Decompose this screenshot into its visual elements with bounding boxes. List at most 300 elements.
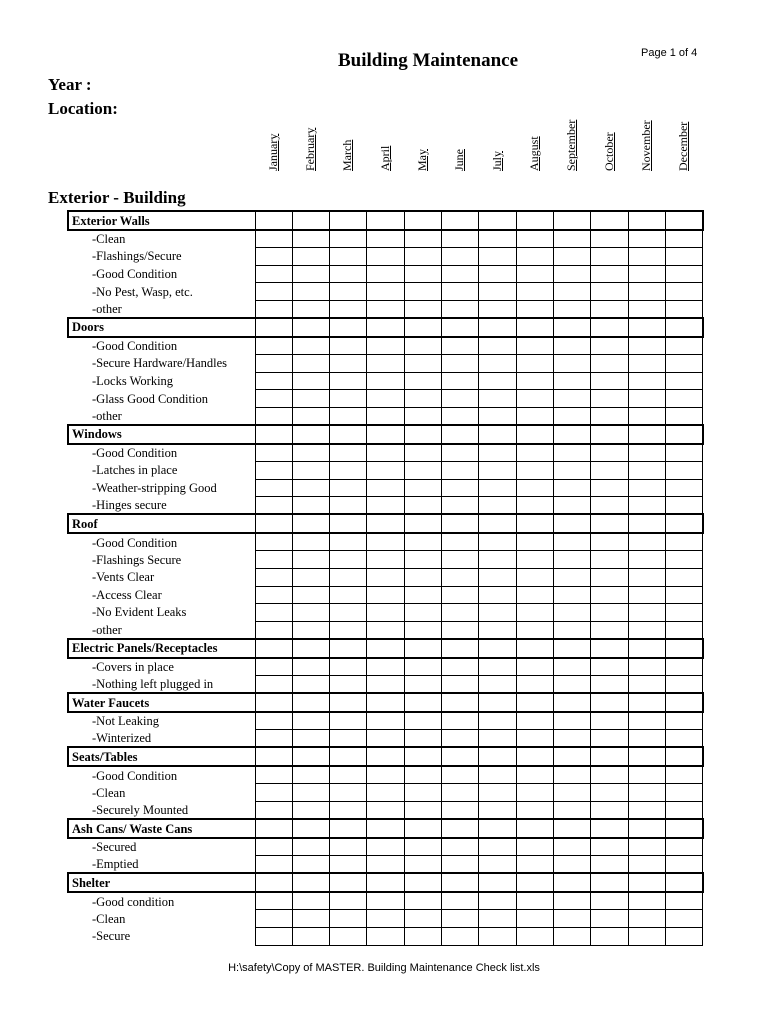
check-cell-april[interactable] bbox=[367, 730, 404, 748]
check-cell-november[interactable] bbox=[628, 230, 665, 248]
check-cell-november[interactable] bbox=[628, 586, 665, 604]
check-cell-march[interactable] bbox=[330, 390, 367, 408]
check-cell-june[interactable] bbox=[442, 604, 479, 622]
check-cell-may[interactable] bbox=[404, 910, 441, 928]
check-cell-september[interactable] bbox=[554, 892, 591, 910]
check-cell-october[interactable] bbox=[591, 621, 628, 639]
check-cell-april[interactable] bbox=[367, 675, 404, 693]
check-cell-july[interactable] bbox=[479, 265, 516, 283]
check-cell-november[interactable] bbox=[628, 819, 665, 838]
check-cell-july[interactable] bbox=[479, 747, 516, 766]
check-cell-february[interactable] bbox=[292, 462, 329, 480]
check-cell-november[interactable] bbox=[628, 425, 665, 444]
check-cell-january[interactable] bbox=[255, 621, 292, 639]
check-cell-december[interactable] bbox=[666, 747, 703, 766]
check-cell-january[interactable] bbox=[255, 355, 292, 373]
check-cell-december[interactable] bbox=[666, 856, 703, 874]
check-cell-july[interactable] bbox=[479, 766, 516, 784]
check-cell-january[interactable] bbox=[255, 766, 292, 784]
check-cell-february[interactable] bbox=[292, 892, 329, 910]
check-cell-october[interactable] bbox=[591, 462, 628, 480]
check-cell-july[interactable] bbox=[479, 355, 516, 373]
check-cell-june[interactable] bbox=[442, 693, 479, 712]
check-cell-december[interactable] bbox=[666, 300, 703, 318]
check-cell-march[interactable] bbox=[330, 766, 367, 784]
check-cell-february[interactable] bbox=[292, 639, 329, 658]
check-cell-december[interactable] bbox=[666, 658, 703, 676]
check-cell-august[interactable] bbox=[516, 730, 553, 748]
check-cell-october[interactable] bbox=[591, 479, 628, 497]
check-cell-july[interactable] bbox=[479, 230, 516, 248]
check-cell-april[interactable] bbox=[367, 784, 404, 802]
check-cell-april[interactable] bbox=[367, 444, 404, 462]
check-cell-february[interactable] bbox=[292, 675, 329, 693]
check-cell-october[interactable] bbox=[591, 856, 628, 874]
check-cell-september[interactable] bbox=[554, 801, 591, 819]
check-cell-february[interactable] bbox=[292, 551, 329, 569]
check-cell-july[interactable] bbox=[479, 318, 516, 337]
check-cell-september[interactable] bbox=[554, 621, 591, 639]
check-cell-july[interactable] bbox=[479, 693, 516, 712]
check-cell-july[interactable] bbox=[479, 283, 516, 301]
check-cell-september[interactable] bbox=[554, 569, 591, 587]
check-cell-november[interactable] bbox=[628, 407, 665, 425]
check-cell-november[interactable] bbox=[628, 372, 665, 390]
check-cell-february[interactable] bbox=[292, 533, 329, 551]
check-cell-december[interactable] bbox=[666, 444, 703, 462]
check-cell-april[interactable] bbox=[367, 892, 404, 910]
check-cell-february[interactable] bbox=[292, 248, 329, 266]
check-cell-may[interactable] bbox=[404, 639, 441, 658]
check-cell-january[interactable] bbox=[255, 318, 292, 337]
check-cell-april[interactable] bbox=[367, 265, 404, 283]
check-cell-january[interactable] bbox=[255, 479, 292, 497]
check-cell-may[interactable] bbox=[404, 372, 441, 390]
check-cell-november[interactable] bbox=[628, 265, 665, 283]
check-cell-february[interactable] bbox=[292, 838, 329, 856]
check-cell-may[interactable] bbox=[404, 318, 441, 337]
check-cell-july[interactable] bbox=[479, 604, 516, 622]
check-cell-february[interactable] bbox=[292, 586, 329, 604]
check-cell-july[interactable] bbox=[479, 639, 516, 658]
check-cell-june[interactable] bbox=[442, 533, 479, 551]
check-cell-january[interactable] bbox=[255, 551, 292, 569]
check-cell-november[interactable] bbox=[628, 300, 665, 318]
check-cell-march[interactable] bbox=[330, 355, 367, 373]
check-cell-april[interactable] bbox=[367, 551, 404, 569]
check-cell-december[interactable] bbox=[666, 283, 703, 301]
check-cell-march[interactable] bbox=[330, 712, 367, 730]
check-cell-december[interactable] bbox=[666, 675, 703, 693]
check-cell-november[interactable] bbox=[628, 730, 665, 748]
check-cell-june[interactable] bbox=[442, 838, 479, 856]
check-cell-june[interactable] bbox=[442, 892, 479, 910]
check-cell-july[interactable] bbox=[479, 425, 516, 444]
check-cell-january[interactable] bbox=[255, 248, 292, 266]
check-cell-february[interactable] bbox=[292, 390, 329, 408]
check-cell-october[interactable] bbox=[591, 283, 628, 301]
check-cell-october[interactable] bbox=[591, 675, 628, 693]
check-cell-october[interactable] bbox=[591, 514, 628, 533]
check-cell-may[interactable] bbox=[404, 621, 441, 639]
check-cell-january[interactable] bbox=[255, 730, 292, 748]
check-cell-may[interactable] bbox=[404, 551, 441, 569]
check-cell-november[interactable] bbox=[628, 248, 665, 266]
check-cell-july[interactable] bbox=[479, 658, 516, 676]
check-cell-february[interactable] bbox=[292, 856, 329, 874]
check-cell-may[interactable] bbox=[404, 873, 441, 892]
check-cell-december[interactable] bbox=[666, 318, 703, 337]
check-cell-march[interactable] bbox=[330, 318, 367, 337]
check-cell-february[interactable] bbox=[292, 621, 329, 639]
check-cell-december[interactable] bbox=[666, 639, 703, 658]
check-cell-february[interactable] bbox=[292, 784, 329, 802]
check-cell-august[interactable] bbox=[516, 910, 553, 928]
check-cell-january[interactable] bbox=[255, 675, 292, 693]
check-cell-december[interactable] bbox=[666, 211, 703, 230]
check-cell-june[interactable] bbox=[442, 586, 479, 604]
check-cell-march[interactable] bbox=[330, 927, 367, 945]
check-cell-april[interactable] bbox=[367, 390, 404, 408]
check-cell-june[interactable] bbox=[442, 462, 479, 480]
check-cell-november[interactable] bbox=[628, 856, 665, 874]
check-cell-may[interactable] bbox=[404, 927, 441, 945]
check-cell-may[interactable] bbox=[404, 300, 441, 318]
check-cell-october[interactable] bbox=[591, 693, 628, 712]
check-cell-october[interactable] bbox=[591, 712, 628, 730]
check-cell-november[interactable] bbox=[628, 712, 665, 730]
check-cell-december[interactable] bbox=[666, 230, 703, 248]
check-cell-august[interactable] bbox=[516, 675, 553, 693]
check-cell-december[interactable] bbox=[666, 784, 703, 802]
check-cell-july[interactable] bbox=[479, 407, 516, 425]
check-cell-january[interactable] bbox=[255, 892, 292, 910]
check-cell-june[interactable] bbox=[442, 675, 479, 693]
check-cell-march[interactable] bbox=[330, 425, 367, 444]
check-cell-august[interactable] bbox=[516, 551, 553, 569]
check-cell-april[interactable] bbox=[367, 569, 404, 587]
check-cell-may[interactable] bbox=[404, 730, 441, 748]
check-cell-august[interactable] bbox=[516, 390, 553, 408]
check-cell-april[interactable] bbox=[367, 355, 404, 373]
check-cell-march[interactable] bbox=[330, 230, 367, 248]
check-cell-july[interactable] bbox=[479, 730, 516, 748]
check-cell-october[interactable] bbox=[591, 533, 628, 551]
check-cell-june[interactable] bbox=[442, 639, 479, 658]
check-cell-august[interactable] bbox=[516, 265, 553, 283]
check-cell-april[interactable] bbox=[367, 586, 404, 604]
check-cell-june[interactable] bbox=[442, 318, 479, 337]
check-cell-august[interactable] bbox=[516, 819, 553, 838]
check-cell-august[interactable] bbox=[516, 856, 553, 874]
check-cell-january[interactable] bbox=[255, 444, 292, 462]
check-cell-april[interactable] bbox=[367, 372, 404, 390]
check-cell-september[interactable] bbox=[554, 712, 591, 730]
check-cell-february[interactable] bbox=[292, 712, 329, 730]
check-cell-february[interactable] bbox=[292, 693, 329, 712]
check-cell-march[interactable] bbox=[330, 892, 367, 910]
check-cell-june[interactable] bbox=[442, 230, 479, 248]
check-cell-september[interactable] bbox=[554, 337, 591, 355]
check-cell-july[interactable] bbox=[479, 892, 516, 910]
check-cell-may[interactable] bbox=[404, 407, 441, 425]
check-cell-september[interactable] bbox=[554, 479, 591, 497]
check-cell-june[interactable] bbox=[442, 784, 479, 802]
check-cell-march[interactable] bbox=[330, 856, 367, 874]
check-cell-may[interactable] bbox=[404, 766, 441, 784]
check-cell-july[interactable] bbox=[479, 910, 516, 928]
check-cell-january[interactable] bbox=[255, 856, 292, 874]
check-cell-february[interactable] bbox=[292, 318, 329, 337]
check-cell-january[interactable] bbox=[255, 639, 292, 658]
check-cell-december[interactable] bbox=[666, 462, 703, 480]
check-cell-october[interactable] bbox=[591, 407, 628, 425]
check-cell-june[interactable] bbox=[442, 766, 479, 784]
check-cell-september[interactable] bbox=[554, 675, 591, 693]
check-cell-november[interactable] bbox=[628, 569, 665, 587]
check-cell-january[interactable] bbox=[255, 927, 292, 945]
check-cell-june[interactable] bbox=[442, 265, 479, 283]
check-cell-march[interactable] bbox=[330, 747, 367, 766]
check-cell-august[interactable] bbox=[516, 462, 553, 480]
check-cell-june[interactable] bbox=[442, 856, 479, 874]
check-cell-november[interactable] bbox=[628, 693, 665, 712]
check-cell-december[interactable] bbox=[666, 910, 703, 928]
check-cell-august[interactable] bbox=[516, 372, 553, 390]
check-cell-february[interactable] bbox=[292, 730, 329, 748]
check-cell-july[interactable] bbox=[479, 337, 516, 355]
check-cell-may[interactable] bbox=[404, 479, 441, 497]
check-cell-november[interactable] bbox=[628, 497, 665, 515]
check-cell-january[interactable] bbox=[255, 462, 292, 480]
check-cell-september[interactable] bbox=[554, 693, 591, 712]
check-cell-june[interactable] bbox=[442, 730, 479, 748]
check-cell-august[interactable] bbox=[516, 355, 553, 373]
check-cell-september[interactable] bbox=[554, 604, 591, 622]
check-cell-september[interactable] bbox=[554, 211, 591, 230]
check-cell-april[interactable] bbox=[367, 838, 404, 856]
check-cell-august[interactable] bbox=[516, 658, 553, 676]
check-cell-april[interactable] bbox=[367, 819, 404, 838]
check-cell-december[interactable] bbox=[666, 533, 703, 551]
check-cell-august[interactable] bbox=[516, 444, 553, 462]
check-cell-july[interactable] bbox=[479, 444, 516, 462]
check-cell-april[interactable] bbox=[367, 747, 404, 766]
check-cell-april[interactable] bbox=[367, 693, 404, 712]
check-cell-may[interactable] bbox=[404, 712, 441, 730]
check-cell-april[interactable] bbox=[367, 658, 404, 676]
check-cell-may[interactable] bbox=[404, 586, 441, 604]
check-cell-january[interactable] bbox=[255, 801, 292, 819]
check-cell-august[interactable] bbox=[516, 747, 553, 766]
check-cell-october[interactable] bbox=[591, 355, 628, 373]
check-cell-december[interactable] bbox=[666, 712, 703, 730]
check-cell-january[interactable] bbox=[255, 658, 292, 676]
check-cell-november[interactable] bbox=[628, 873, 665, 892]
check-cell-december[interactable] bbox=[666, 514, 703, 533]
check-cell-february[interactable] bbox=[292, 514, 329, 533]
check-cell-may[interactable] bbox=[404, 801, 441, 819]
check-cell-may[interactable] bbox=[404, 747, 441, 766]
check-cell-september[interactable] bbox=[554, 639, 591, 658]
check-cell-may[interactable] bbox=[404, 283, 441, 301]
check-cell-october[interactable] bbox=[591, 551, 628, 569]
check-cell-may[interactable] bbox=[404, 497, 441, 515]
check-cell-october[interactable] bbox=[591, 604, 628, 622]
check-cell-february[interactable] bbox=[292, 283, 329, 301]
check-cell-february[interactable] bbox=[292, 479, 329, 497]
check-cell-september[interactable] bbox=[554, 910, 591, 928]
check-cell-january[interactable] bbox=[255, 838, 292, 856]
check-cell-december[interactable] bbox=[666, 604, 703, 622]
check-cell-september[interactable] bbox=[554, 766, 591, 784]
check-cell-september[interactable] bbox=[554, 390, 591, 408]
check-cell-april[interactable] bbox=[367, 407, 404, 425]
check-cell-november[interactable] bbox=[628, 462, 665, 480]
check-cell-june[interactable] bbox=[442, 658, 479, 676]
check-cell-july[interactable] bbox=[479, 248, 516, 266]
check-cell-april[interactable] bbox=[367, 337, 404, 355]
check-cell-march[interactable] bbox=[330, 784, 367, 802]
check-cell-august[interactable] bbox=[516, 873, 553, 892]
check-cell-november[interactable] bbox=[628, 211, 665, 230]
check-cell-august[interactable] bbox=[516, 621, 553, 639]
check-cell-october[interactable] bbox=[591, 766, 628, 784]
check-cell-september[interactable] bbox=[554, 819, 591, 838]
check-cell-january[interactable] bbox=[255, 747, 292, 766]
check-cell-december[interactable] bbox=[666, 479, 703, 497]
check-cell-april[interactable] bbox=[367, 604, 404, 622]
check-cell-march[interactable] bbox=[330, 675, 367, 693]
check-cell-january[interactable] bbox=[255, 390, 292, 408]
check-cell-june[interactable] bbox=[442, 372, 479, 390]
check-cell-november[interactable] bbox=[628, 892, 665, 910]
check-cell-february[interactable] bbox=[292, 910, 329, 928]
check-cell-april[interactable] bbox=[367, 300, 404, 318]
check-cell-march[interactable] bbox=[330, 283, 367, 301]
check-cell-november[interactable] bbox=[628, 444, 665, 462]
check-cell-march[interactable] bbox=[330, 621, 367, 639]
check-cell-december[interactable] bbox=[666, 586, 703, 604]
check-cell-november[interactable] bbox=[628, 675, 665, 693]
check-cell-september[interactable] bbox=[554, 730, 591, 748]
check-cell-march[interactable] bbox=[330, 462, 367, 480]
check-cell-february[interactable] bbox=[292, 747, 329, 766]
check-cell-may[interactable] bbox=[404, 784, 441, 802]
check-cell-september[interactable] bbox=[554, 283, 591, 301]
check-cell-january[interactable] bbox=[255, 407, 292, 425]
check-cell-june[interactable] bbox=[442, 444, 479, 462]
check-cell-november[interactable] bbox=[628, 551, 665, 569]
check-cell-may[interactable] bbox=[404, 514, 441, 533]
check-cell-april[interactable] bbox=[367, 621, 404, 639]
check-cell-april[interactable] bbox=[367, 856, 404, 874]
check-cell-november[interactable] bbox=[628, 318, 665, 337]
check-cell-june[interactable] bbox=[442, 514, 479, 533]
check-cell-august[interactable] bbox=[516, 248, 553, 266]
check-cell-february[interactable] bbox=[292, 819, 329, 838]
check-cell-may[interactable] bbox=[404, 390, 441, 408]
check-cell-october[interactable] bbox=[591, 211, 628, 230]
check-cell-july[interactable] bbox=[479, 675, 516, 693]
check-cell-september[interactable] bbox=[554, 300, 591, 318]
check-cell-june[interactable] bbox=[442, 425, 479, 444]
check-cell-november[interactable] bbox=[628, 658, 665, 676]
check-cell-february[interactable] bbox=[292, 497, 329, 515]
check-cell-october[interactable] bbox=[591, 639, 628, 658]
check-cell-march[interactable] bbox=[330, 551, 367, 569]
check-cell-december[interactable] bbox=[666, 337, 703, 355]
check-cell-january[interactable] bbox=[255, 372, 292, 390]
check-cell-june[interactable] bbox=[442, 211, 479, 230]
check-cell-june[interactable] bbox=[442, 300, 479, 318]
check-cell-december[interactable] bbox=[666, 407, 703, 425]
check-cell-april[interactable] bbox=[367, 462, 404, 480]
check-cell-february[interactable] bbox=[292, 444, 329, 462]
check-cell-march[interactable] bbox=[330, 265, 367, 283]
check-cell-january[interactable] bbox=[255, 283, 292, 301]
check-cell-february[interactable] bbox=[292, 766, 329, 784]
check-cell-july[interactable] bbox=[479, 479, 516, 497]
check-cell-january[interactable] bbox=[255, 300, 292, 318]
check-cell-november[interactable] bbox=[628, 337, 665, 355]
check-cell-august[interactable] bbox=[516, 639, 553, 658]
check-cell-march[interactable] bbox=[330, 407, 367, 425]
check-cell-october[interactable] bbox=[591, 425, 628, 444]
check-cell-december[interactable] bbox=[666, 569, 703, 587]
check-cell-july[interactable] bbox=[479, 927, 516, 945]
check-cell-september[interactable] bbox=[554, 586, 591, 604]
check-cell-october[interactable] bbox=[591, 230, 628, 248]
check-cell-june[interactable] bbox=[442, 569, 479, 587]
check-cell-august[interactable] bbox=[516, 300, 553, 318]
check-cell-april[interactable] bbox=[367, 639, 404, 658]
check-cell-march[interactable] bbox=[330, 730, 367, 748]
check-cell-october[interactable] bbox=[591, 372, 628, 390]
check-cell-november[interactable] bbox=[628, 910, 665, 928]
check-cell-may[interactable] bbox=[404, 337, 441, 355]
check-cell-october[interactable] bbox=[591, 730, 628, 748]
check-cell-april[interactable] bbox=[367, 211, 404, 230]
check-cell-january[interactable] bbox=[255, 784, 292, 802]
check-cell-january[interactable] bbox=[255, 497, 292, 515]
check-cell-may[interactable] bbox=[404, 355, 441, 373]
check-cell-october[interactable] bbox=[591, 801, 628, 819]
check-cell-august[interactable] bbox=[516, 283, 553, 301]
check-cell-june[interactable] bbox=[442, 801, 479, 819]
check-cell-october[interactable] bbox=[591, 569, 628, 587]
check-cell-august[interactable] bbox=[516, 569, 553, 587]
check-cell-january[interactable] bbox=[255, 230, 292, 248]
check-cell-june[interactable] bbox=[442, 390, 479, 408]
check-cell-february[interactable] bbox=[292, 927, 329, 945]
check-cell-may[interactable] bbox=[404, 569, 441, 587]
check-cell-october[interactable] bbox=[591, 927, 628, 945]
check-cell-january[interactable] bbox=[255, 586, 292, 604]
check-cell-october[interactable] bbox=[591, 910, 628, 928]
check-cell-february[interactable] bbox=[292, 211, 329, 230]
check-cell-september[interactable] bbox=[554, 747, 591, 766]
check-cell-july[interactable] bbox=[479, 551, 516, 569]
check-cell-april[interactable] bbox=[367, 479, 404, 497]
check-cell-march[interactable] bbox=[330, 838, 367, 856]
check-cell-september[interactable] bbox=[554, 318, 591, 337]
check-cell-may[interactable] bbox=[404, 211, 441, 230]
check-cell-june[interactable] bbox=[442, 337, 479, 355]
check-cell-july[interactable] bbox=[479, 372, 516, 390]
check-cell-april[interactable] bbox=[367, 497, 404, 515]
check-cell-march[interactable] bbox=[330, 586, 367, 604]
